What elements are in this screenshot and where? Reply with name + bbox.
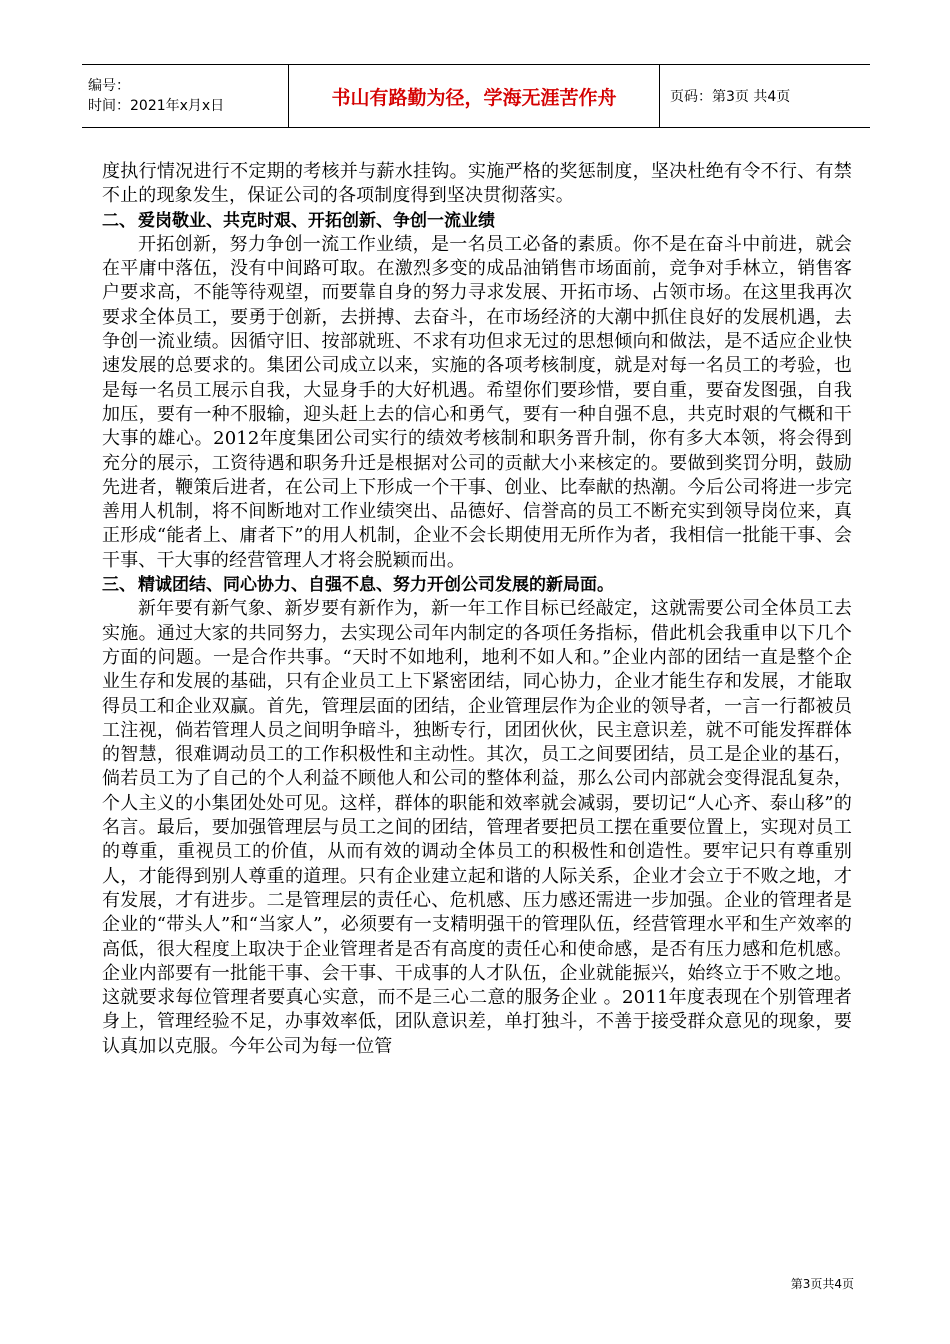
section-heading-3-number: 三、 [102,575,136,596]
section-heading-3-text: 精诚团结、同心协力、自强不息、努力开创公司发展的新局面。 [138,575,614,596]
paragraph-1: 度执行情况进行不定期的考核并与薪水挂钩。实施严格的奖惩制度，坚决杜绝有令不行、有禁不止的现象发生，保证公司的各项制度得到坚决贯彻落实。 [102,161,852,207]
page-footer [791,1275,854,1292]
paragraph-3: 新年要有新气象、新岁要有新作为，新一年工作目标已经敲定，这就需要公司全体员工去实施。通过大家的共同努力，去实现公司年内制定的各项任务指标，借此机会我重申以下几个方面的问题。一是合作共事。“天时不如地利，地利不如人和。”企业内部的团结一直是整个企业生存和发展的基础，只有企业员工上下紧密团结，同心协力，企业才能生存和发展，才能取得员工和企业双赢。首先，管理层面的团结，企业管理层作为企业的领导者，一言一行都被员工注视，倘若管理人员之间明争暗斗，独断专行，团团伙伙，民主意识差，就不可能发挥群体的智慧，很难调动员工的工作积极性和主动性。其次，员工之间要团结，员工是企业的基石，倘若员工为了自己的个人利益不顾他人和公司的整体利益，那么公司内部就会变得混乱复杂，个人主义的小集团处处可见。这样，群体的职能和效率就会减弱，要切记“人心齐、泰山移”的名言。最后，要加强管理层与员工之间的团结，管理者要把员工摆在重要位置上，实现对员工的尊重，重视员工的价值，从而有效的调动全体员工的积极性和创造性。要牢记只有尊重别人，才能得到别人尊重的道理。只有企业建立起和谐的人际关系，企业才会立于不败之地，才有发展，才有进步。二是管理层的责任心、危机感、压力感还需进一步加强。企业的管理者是企业的“带头人”和“当家人”，必须要有一支精明强干的管理队伍，经营管理水平和生产效率的高低，很大程度上取决于企业管理者是否有高度的责任心和使命感，是否有压力感和危机感。企业内部要有一批能干事、会干事、干成事的人才队伍，企业就能振兴，始终立于不败之地。这就要求每位管理者要真心实意，而不是三心二意的服务企业 。2011年度表现在个别管理者身上，管理经验不足，办事效率低，团队意识差，单打独斗，不善于接受群众意见的现象，要认真加以克服。今年公司为每一位管 [102,598,852,1057]
paragraph-2: 开拓创新，努力争创一流工作业绩，是一名员工必备的素质。你不是在奋斗中前进，就会在平庸中落伍，没有中间路可取。在激烈多变的成品油销售市场面前，竞争对手林立，销售客户要求高，不能等待观望，而要靠自身的努力寻求发展、开拓市场、占领市场。在这里我再次要求全体员工，要勇于创新，去拼搏、去奋斗，在市场经济的大潮中抓住良好的发展机遇，去争创一流业绩。因循守旧、按部就班、不求有功但求无过的思想倾向和做法，是不适应企业快速发展的总要求的。集团公司成立以来，实施的各项考核制度，就是对每一名员工的考验，也是每一名员工展示自我，大显身手的大好机遇。希望你们要珍惜，要自重，要奋发图强，自我加压，要有一种不服输，迎头赶上去的信心和勇气，要有一种自强不息，共克时艰的气概和干大事的雄心。2012年度集团公司实行的绩效考核制和职务晋升制，你有多大本领，将会得到充分的展示，工资待遇和职务升迁是根据对公司的贡献大小来核定的。要做到奖罚分明，鼓励先进者，鞭策后进者，在公司上下形成一个干事、创业、比奉献的热潮。今后公司将进一步完善用人机制，将不间断地对工作业绩突出、品德好、信誉高的员工不断充实到领导岗位来，真正形成“能者上、庸者下”的用人机制，企业不会长期使用无所作为者，我相信一批能干事、会干事、干大事的经营管理人才将会脱颖而出。 [102,233,852,571]
header-time: 时间：2021年x月x日 [88,98,225,114]
section-heading-2-text: 爱岗敬业、共克时艰、开拓创新、争创一流业绩 [138,210,495,231]
header-motto-text: 书山有路勤为径，学海无涯苦作舟 [331,86,617,109]
header-number-label: 编号： [88,78,130,94]
document-body [102,160,852,1059]
section-heading-2-number: 二、 [102,210,136,231]
header-motto [288,65,660,127]
page-header [82,64,870,128]
header-page-code-text: 页码：第3页 共4页 [670,89,791,105]
footer-page-number: 第3页共4页 [790,1277,854,1291]
header-meta [82,65,288,127]
header-page-code [660,65,870,127]
section-heading-3 [102,573,852,597]
section-heading-2 [102,209,852,233]
